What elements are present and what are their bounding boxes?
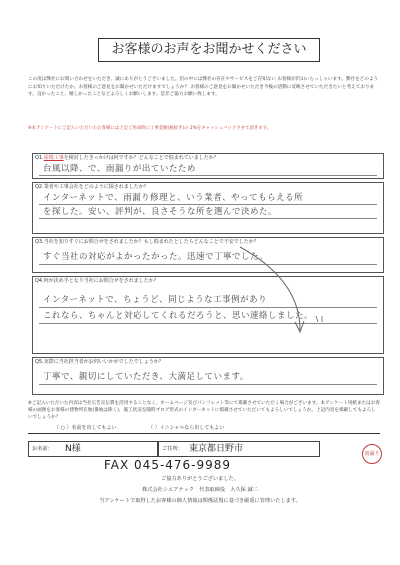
thanks-text: ご協力ありがとうございました。 xyxy=(161,476,239,482)
consent-text: ※ご記入いただいた内容は当社広告宣伝費を活用することなく、ホームページ及びパンフレット等にて掲載させていただく場合がございます。本アンケート用紙またはお客様の画像をお客様の建物所在地(番地は除く)、施工状況を随時ブログ形式のインターネットに掲載させていただいてもよろしいでしょうか。上記内容を掲載してもよろしいでしょうか？ xyxy=(28,401,380,420)
question-box-q3 xyxy=(32,237,384,273)
divider xyxy=(28,433,380,434)
question-label-q2: Q2.業者や工事会社をどのように探されましたか？ xyxy=(35,184,149,190)
question-text: を検討したきっかけは何ですか？どんなことで悩まれていましたか？ xyxy=(63,155,219,161)
answer-q4-line2: これなら、ちゃんと対応してくれるだろうと、思い連絡しました。 xyxy=(43,311,314,321)
answer-line xyxy=(39,218,377,219)
name-value: N様 xyxy=(65,444,81,454)
answer-q2-line1: インターネットで、雨漏り修理と、いう業者、やってもらえる所 xyxy=(43,193,304,203)
question-label-q4: Q4.何が決め手となり当社にお問合せをされましたか？ xyxy=(35,278,159,284)
question-box-q5 xyxy=(32,357,384,395)
question-box-q2 xyxy=(32,182,384,234)
name-label: お名前： xyxy=(32,446,53,452)
question-number: Q5 xyxy=(35,359,43,365)
survey-sheet xyxy=(22,10,378,555)
name-box xyxy=(28,441,158,457)
question-label-q5: Q5.実際に当社担当者がお伺いいかがでしたでしょうか？ xyxy=(35,359,164,365)
question-number: Q1 xyxy=(35,155,43,161)
question-emphasis: 屋根工事 xyxy=(43,155,64,161)
company-line: 株式会社シエアテック 代表取締役 大久保 誠二 xyxy=(142,487,258,493)
answer-line xyxy=(39,307,377,308)
fax-number: FAX 045-476-9989 xyxy=(104,458,232,472)
answer-q2-line2: を探した。安い、評判が、良さそうな所を選んで決めた。 xyxy=(43,207,278,217)
answer-q4-line1: インターネットで、ちょうど、同じような工事例があり xyxy=(43,295,268,305)
question-text: 当社を知りすぐにお問合せをされましたか？もし悩まれたとしたらどんなことで不安でしたか？ xyxy=(43,239,259,245)
company-stamp-icon: 雨漏り xyxy=(362,444,382,464)
question-text: 何が決め手となり当社にお問合せをされましたか？ xyxy=(43,278,159,284)
answer-line xyxy=(39,264,377,265)
option-initial-ok[interactable]: （ ）イニシャルなら出してもよい xyxy=(148,425,225,431)
question-text: 業者や工事会社をどのように探されましたか？ xyxy=(43,184,149,190)
cashback-note: ※本アンケートにご記入いただいたお客様には上記ご用命時に工事金額(税抜き)の 2%をキャッシュバックさせて頂きます。 xyxy=(28,126,272,131)
answer-q3: すぐ当社の対応がよかったかった。迅速で丁寧でした。 xyxy=(43,252,269,262)
question-number: Q3 xyxy=(35,239,43,245)
answer-q1: 台風以降、で、雨漏りが出ていたため xyxy=(43,164,196,174)
question-label-q3: Q3.当社を知りすぐにお問合せをされましたか？もし悩まれたとしたらどんなことで不安でしたか？ xyxy=(35,239,259,245)
answer-line xyxy=(39,175,377,176)
answer-line xyxy=(39,323,377,324)
question-box-q1 xyxy=(32,153,384,179)
question-number: Q4 xyxy=(35,278,43,284)
privacy-note: 当アンケートで取得したお客様の個人情報は関係法規に基づき厳重に管理いたします。 xyxy=(99,498,301,504)
intro-text: この度は弊社にお問い合わせをいただき、誠にありがとうございました。但の中には弊社の存在やサービスをご存知ない お客様が沢山いらっしゃいます。弊社をどのようにお知りいただけたか、お客様のご意見をお聞かせいただけますでしょうか？ お客様のご意見をお聞かせいただき今後の活動に反映させていただきたいと考えております。良かったこと、嬉しかったことなどよろしくお願いします。是非ご協力お願い致します。 xyxy=(28,77,379,98)
address-label: ご住所： xyxy=(162,446,183,452)
question-number: Q2 xyxy=(35,184,43,190)
answer-line xyxy=(39,384,377,385)
answer-line xyxy=(39,204,377,205)
question-box-q4 xyxy=(32,276,384,354)
consent-options xyxy=(54,424,254,431)
address-box xyxy=(158,441,320,457)
page-title: お客様のお声をお聞かせください xyxy=(98,38,320,62)
answer-q5: 丁寧で、親切にしていただき、大満足しています。 xyxy=(43,372,249,382)
question-label-q1: Q1.屋根工事を検討したきっかけは何ですか？どんなことで悩まれていましたか？ xyxy=(35,155,219,161)
option-name-ok[interactable]: （ ○ ）名前を出してもよい xyxy=(54,425,117,431)
question-text: 実際に当社担当者がお伺いいかがでしたでしょうか？ xyxy=(43,359,164,365)
address-value: 東京都日野市 xyxy=(189,444,244,454)
